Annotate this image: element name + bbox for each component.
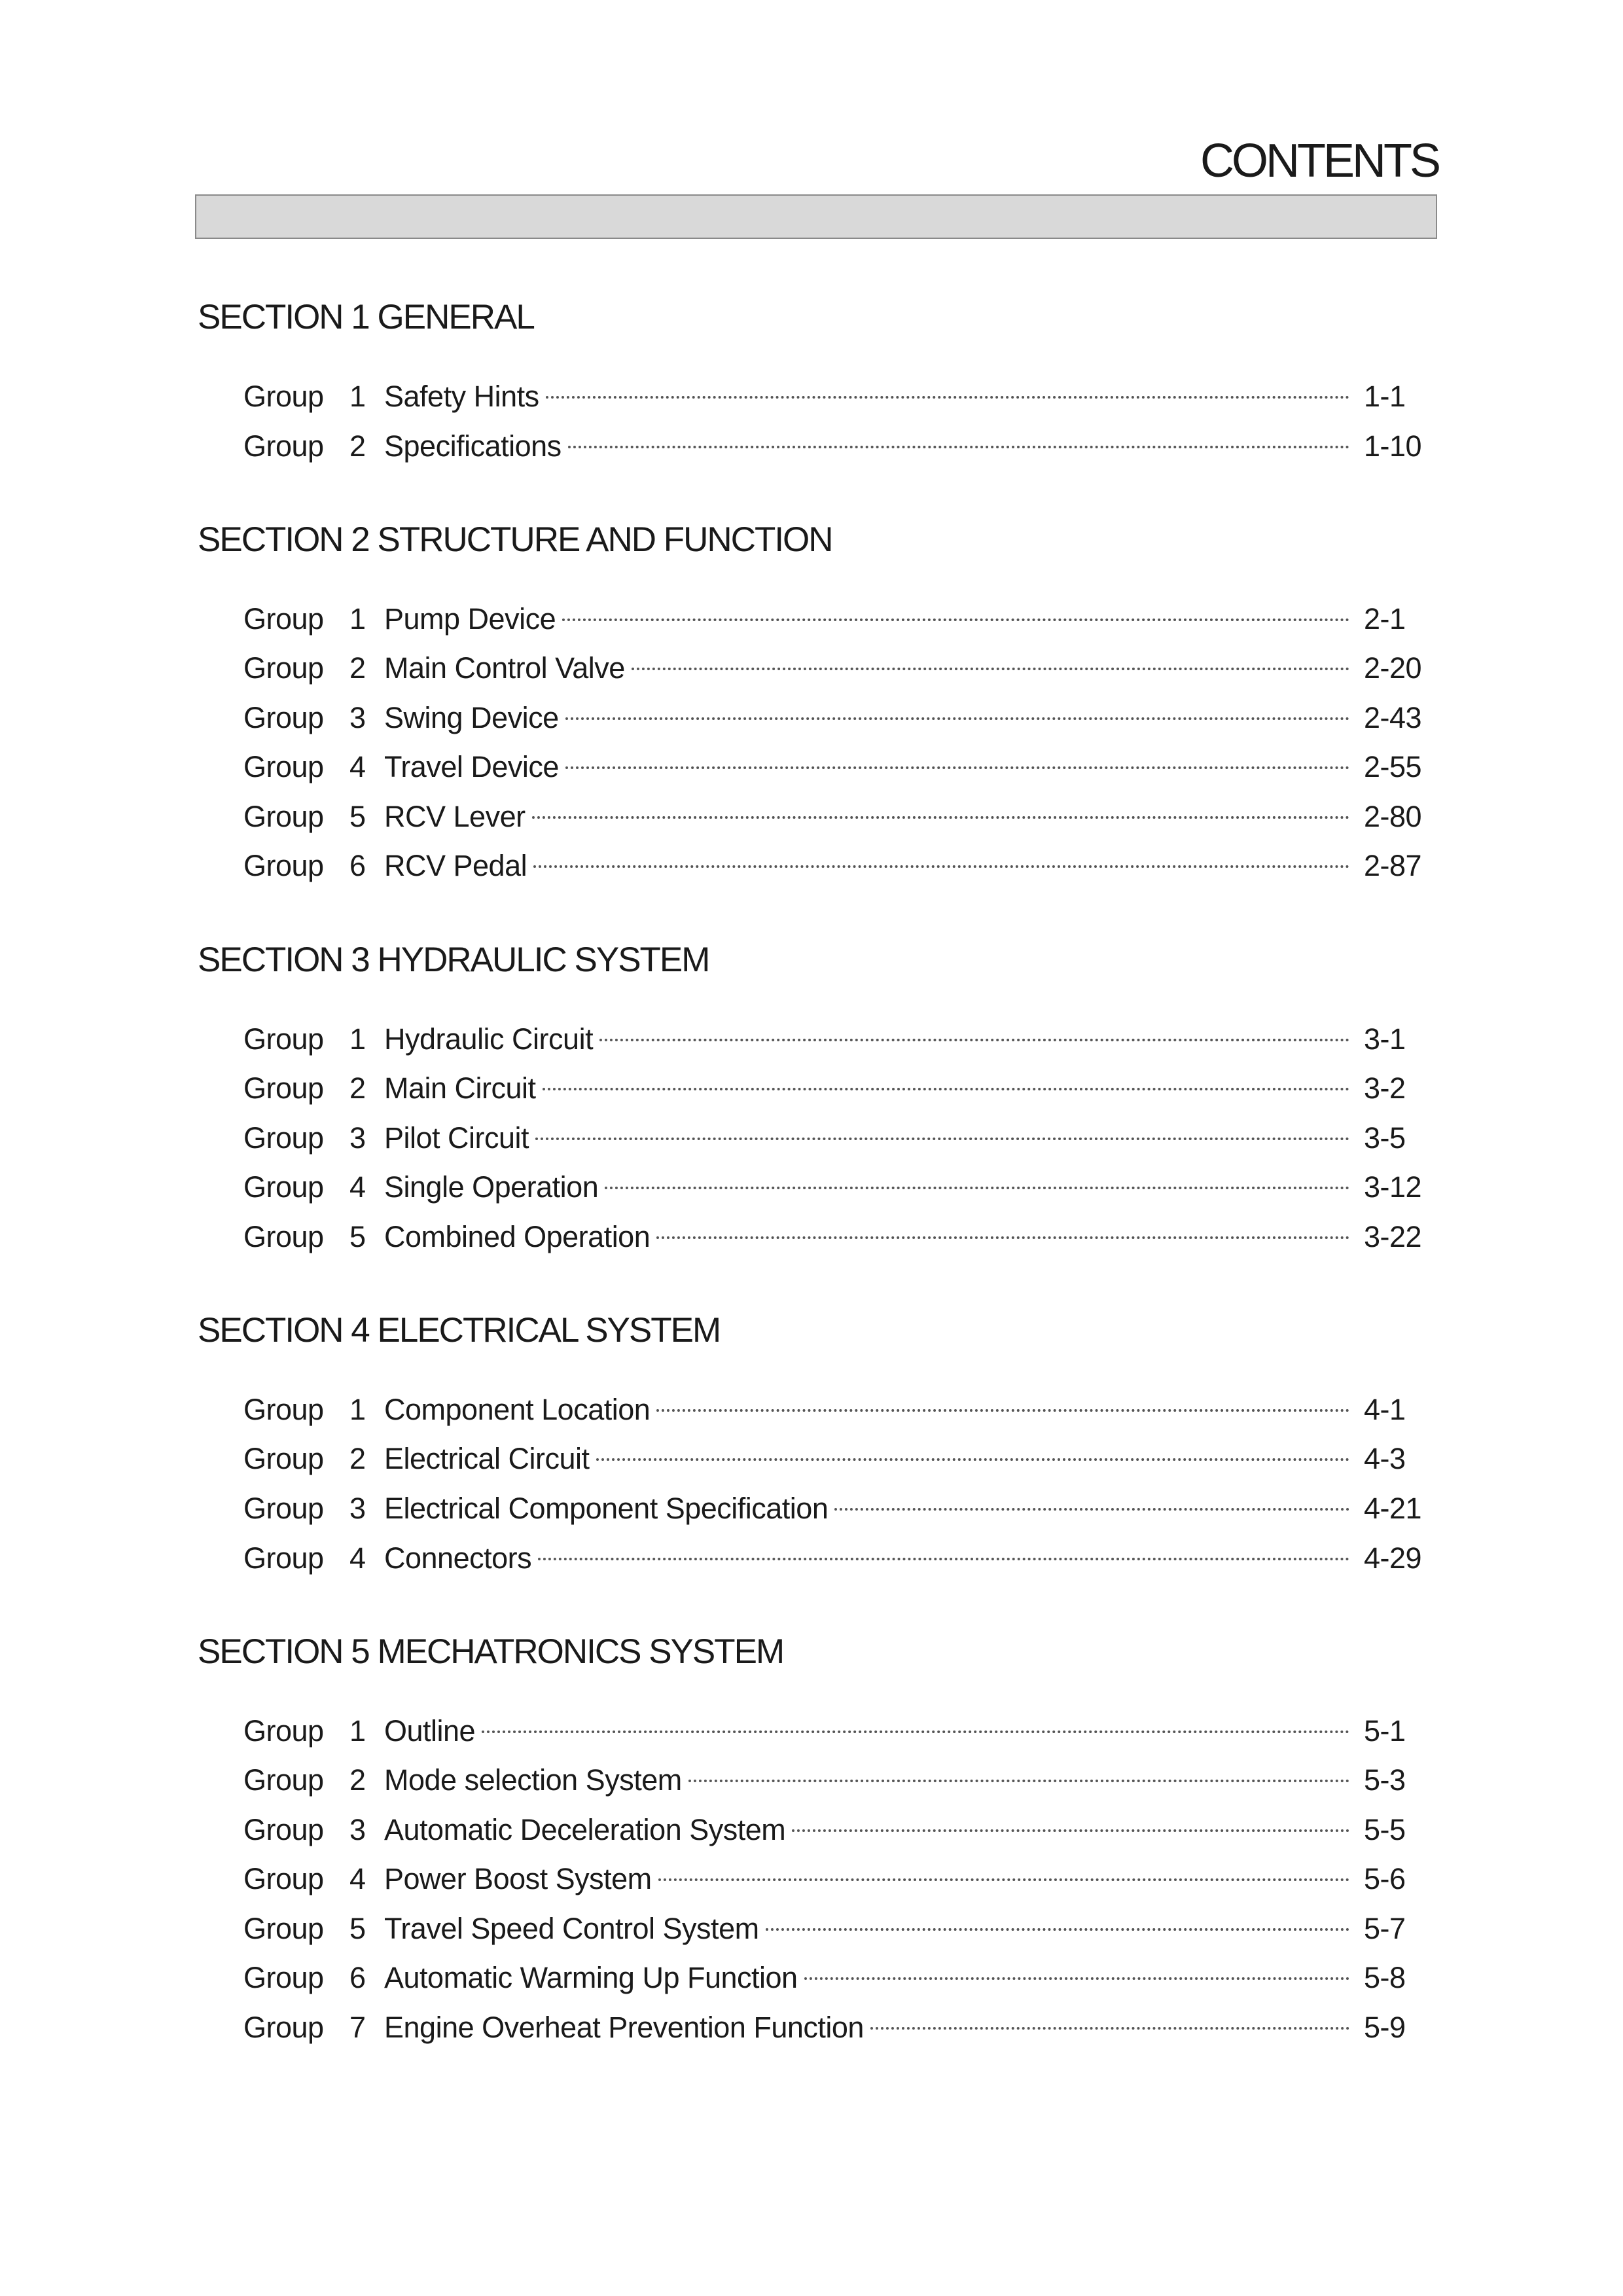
group-title: Main Circuit [384,1071,536,1105]
group-number: 4 [349,1862,366,1895]
page-number: 3-5 [1364,1121,1406,1155]
toc-entry[interactable] [243,1121,1427,1155]
toc-entry[interactable] [243,1912,1427,1946]
page-number: 5-6 [1364,1862,1406,1895]
group-label: Group [243,1813,324,1846]
group-label: Group [243,2011,324,2044]
group-title-wrap [384,750,1355,784]
group-title: Electrical Circuit [384,1442,590,1475]
dot-leader [533,865,1349,868]
page-number: 5-7 [1364,1912,1406,1945]
group-label: Group [243,1442,324,1475]
group-title: Travel Speed Control System [384,1912,759,1945]
page-title: CONTENTS [1200,135,1438,187]
page-number: 5-5 [1364,1813,1406,1846]
group-number: 1 [349,1393,366,1426]
toc-entry[interactable] [243,1813,1427,1847]
toc-entry[interactable] [243,1220,1427,1254]
section-heading: SECTION 5 MECHATRONICS SYSTEM [198,1632,784,1671]
toc-entry[interactable] [243,1442,1427,1476]
dot-leader [596,1458,1349,1461]
dot-leader [568,446,1349,448]
group-label: Group [243,1170,324,1204]
toc-entry[interactable] [243,1862,1427,1896]
page-number: 4-1 [1364,1393,1406,1426]
toc-entry[interactable] [243,1022,1427,1056]
group-label: Group [243,1763,324,1797]
dot-leader [870,2027,1349,2030]
group-label: Group [243,380,324,413]
group-title: Swing Device [384,701,559,734]
group-title: Pump Device [384,602,556,636]
group-title: Pilot Circuit [384,1121,529,1155]
page-number: 1-1 [1364,380,1406,413]
group-title: Main Control Valve [384,651,625,685]
group-title-wrap [384,1393,1355,1427]
dot-leader [543,1088,1349,1090]
group-number: 3 [349,1121,366,1155]
group-number: 5 [349,1220,366,1253]
group-title-wrap [384,1022,1355,1056]
group-title-wrap [384,1071,1355,1105]
group-number: 5 [349,800,366,833]
dot-leader [562,619,1349,621]
toc-entry[interactable] [243,1714,1427,1748]
page-number: 2-43 [1364,701,1422,734]
group-title-wrap [384,1492,1355,1526]
group-label: Group [243,701,324,734]
dot-leader [565,717,1349,720]
group-label: Group [243,1912,324,1945]
toc-entry[interactable] [243,1170,1427,1204]
group-title-wrap [384,602,1355,636]
toc-entry[interactable] [243,380,1427,414]
group-number: 2 [349,429,366,463]
group-title-wrap [384,380,1355,414]
dot-leader [599,1039,1349,1041]
page-number: 3-2 [1364,1071,1406,1105]
page-number: 4-29 [1364,1541,1422,1575]
group-title-wrap [384,1961,1355,1995]
group-title: Electrical Component Specification [384,1492,829,1525]
toc-entry[interactable] [243,651,1427,685]
group-number: 1 [349,1714,366,1748]
group-title-wrap [384,1912,1355,1946]
group-label: Group [243,1541,324,1575]
page-number: 5-3 [1364,1763,1406,1797]
toc-entry[interactable] [243,1393,1427,1427]
dot-leader [792,1829,1349,1832]
page-number: 3-1 [1364,1022,1406,1056]
group-number: 6 [349,1961,366,1994]
dot-leader [766,1928,1349,1931]
group-title-wrap [384,429,1355,463]
group-title: Power Boost System [384,1862,652,1895]
page-number: 5-9 [1364,2011,1406,2044]
toc-entry[interactable] [243,800,1427,834]
group-title: Specifications [384,429,562,463]
group-number: 3 [349,701,366,734]
group-label: Group [243,429,324,463]
group-title-wrap [384,1220,1355,1254]
group-number: 1 [349,380,366,413]
group-label: Group [243,1022,324,1056]
toc-entry[interactable] [243,701,1427,735]
page-number: 3-22 [1364,1220,1422,1253]
group-number: 2 [349,1763,366,1797]
toc-entry[interactable] [243,1961,1427,1995]
group-label: Group [243,800,324,833]
dot-leader [656,1236,1349,1239]
group-title: Engine Overheat Prevention Function [384,2011,864,2044]
group-title-wrap [384,651,1355,685]
dot-leader [565,766,1349,769]
group-number: 6 [349,849,366,882]
group-title: Mode selection System [384,1763,682,1797]
group-title: RCV Lever [384,800,526,833]
group-title: Automatic Warming Up Function [384,1961,798,1994]
group-number: 2 [349,651,366,685]
group-title-wrap [384,1121,1355,1155]
toc-entry[interactable] [243,602,1427,636]
page-number: 2-1 [1364,602,1406,636]
group-title: Hydraulic Circuit [384,1022,594,1056]
group-title-wrap [384,1170,1355,1204]
group-title-wrap [384,1862,1355,1896]
group-title: Outline [384,1714,476,1748]
page-number: 2-20 [1364,651,1422,685]
group-label: Group [243,1393,324,1426]
group-title-wrap [384,1541,1355,1575]
group-number: 3 [349,1813,366,1846]
group-label: Group [243,1220,324,1253]
group-number: 2 [349,1071,366,1105]
group-title-wrap [384,2011,1355,2045]
dot-leader [482,1731,1349,1733]
group-number: 4 [349,1170,366,1204]
dot-leader [688,1780,1349,1782]
toc-entry[interactable] [243,1763,1427,1797]
dot-leader [605,1187,1349,1189]
group-number: 1 [349,602,366,636]
page-number: 4-21 [1364,1492,1422,1525]
section-heading: SECTION 1 GENERAL [198,298,534,336]
group-title: RCV Pedal [384,849,527,882]
dot-leader [532,816,1349,819]
group-label: Group [243,750,324,783]
group-title: Combined Operation [384,1220,651,1253]
group-label: Group [243,651,324,685]
group-number: 1 [349,1022,366,1056]
dot-leader [632,668,1349,670]
group-label: Group [243,1121,324,1155]
group-number: 4 [349,750,366,783]
group-number: 5 [349,1912,366,1945]
group-title: Connectors [384,1541,532,1575]
group-title: Travel Device [384,750,559,783]
group-label: Group [243,1714,324,1748]
section-heading: SECTION 4 ELECTRICAL SYSTEM [198,1311,721,1350]
toc-entry[interactable] [243,1492,1427,1526]
group-number: 4 [349,1541,366,1575]
group-title: Component Location [384,1393,651,1426]
dot-leader [834,1508,1349,1511]
page-number: 5-1 [1364,1714,1406,1748]
group-label: Group [243,602,324,636]
page-number: 1-10 [1364,429,1422,463]
toc-entry[interactable] [243,750,1427,784]
group-title-wrap [384,1763,1355,1797]
page-number: 2-87 [1364,849,1422,882]
group-label: Group [243,849,324,882]
group-number: 2 [349,1442,366,1475]
section-heading: SECTION 3 HYDRAULIC SYSTEM [198,941,709,979]
group-number: 7 [349,2011,366,2044]
toc-entry[interactable] [243,849,1427,883]
page-number: 3-12 [1364,1170,1422,1204]
group-number: 3 [349,1492,366,1525]
group-title: Safety Hints [384,380,539,413]
group-title-wrap [384,1714,1355,1748]
section-heading: SECTION 2 STRUCTURE AND FUNCTION [198,520,832,559]
group-label: Group [243,1862,324,1895]
group-title: Single Operation [384,1170,599,1204]
toc-entry[interactable] [243,1071,1427,1105]
dot-leader [538,1558,1349,1560]
dot-leader [804,1977,1349,1980]
page-number: 2-80 [1364,800,1422,833]
dot-leader [546,396,1349,399]
group-title-wrap [384,701,1355,735]
dot-leader [658,1878,1349,1881]
page-number: 5-8 [1364,1961,1406,1994]
group-title: Automatic Deceleration System [384,1813,786,1846]
group-label: Group [243,1492,324,1525]
group-title-wrap [384,1813,1355,1847]
toc-entry[interactable] [243,2011,1427,2045]
toc-entry[interactable] [243,429,1427,463]
dot-leader [656,1409,1349,1412]
group-label: Group [243,1961,324,1994]
group-title-wrap [384,849,1355,883]
dot-leader [535,1138,1349,1140]
page-number: 2-55 [1364,750,1422,783]
title-bar [195,194,1437,239]
toc-entry[interactable] [243,1541,1427,1575]
group-title-wrap [384,1442,1355,1476]
group-label: Group [243,1071,324,1105]
group-title-wrap [384,800,1355,834]
page-number: 4-3 [1364,1442,1406,1475]
